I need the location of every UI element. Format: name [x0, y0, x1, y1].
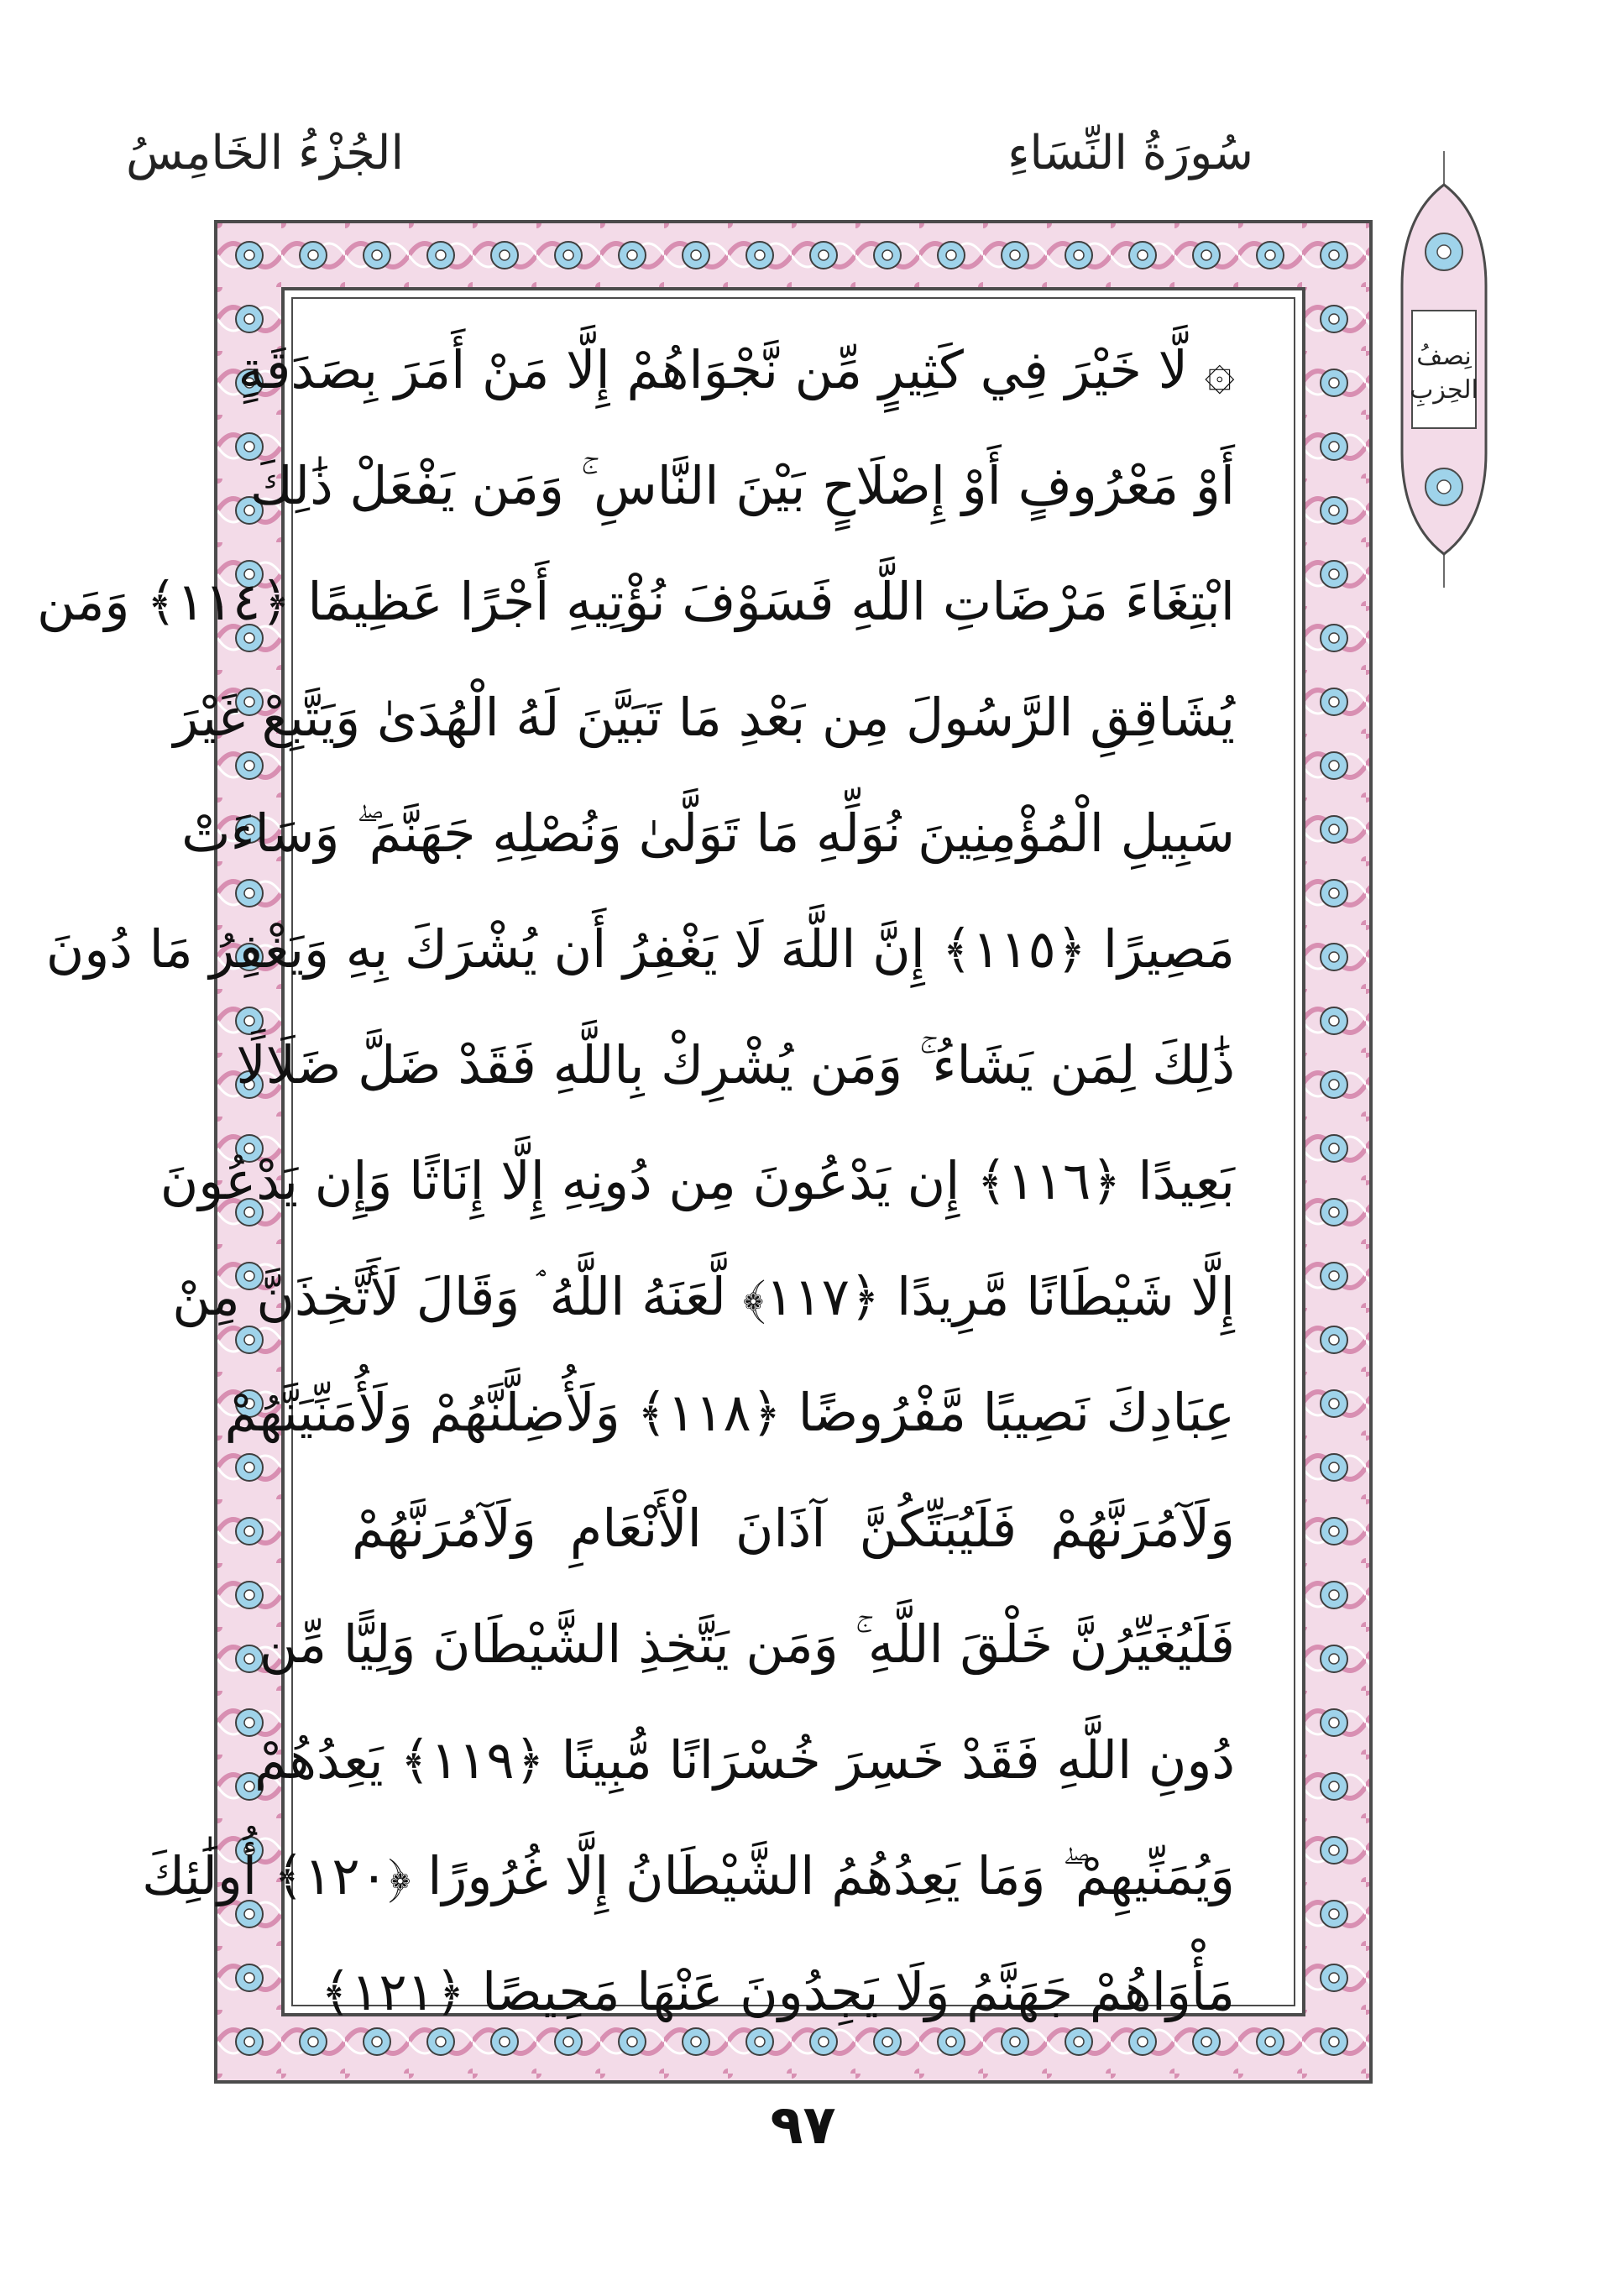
surah-name: سُورَةُ النِّسَاءِ — [1007, 126, 1253, 180]
verse-line: وَلَآمُرَنَّهُمْ فَلَيُبَتِّكُنَّ آذَانَ الْأَنْعَامِ وَلَآمُرَنَّهُمْ — [352, 1498, 1235, 1559]
verse-line: مَأْوَاهُمْ جَهَنَّمُ وَلَا يَجِدُونَ عَنْهَا مَحِيصًا ﴿١٢١﴾ — [320, 1961, 1235, 2022]
verse-line: ۞ لَّا خَيْرَ فِي كَثِيرٍ مِّن نَّجْوَاهُمْ إِلَّا مَنْ أَمَرَ بِصَدَقَةٍ — [238, 339, 1235, 400]
verse-line: يُشَاقِقِ الرَّسُولَ مِن بَعْدِ مَا تَبَيَّنَ لَهُ الْهُدَىٰ وَيَتَّبِعْ غَيْرَ — [173, 687, 1235, 748]
verse-block — [37, 324, 1235, 2022]
verse-line: بَعِيدًا ﴿١١٦﴾ إِن يَدْعُونَ مِن دُونِهِ إِلَّا إِنَاثًا وَإِن يَدْعُونَ — [160, 1150, 1235, 1211]
verse-line: فَلَيُغَيِّرُنَّ خَلْقَ اللَّهِ ۚ وَمَن يَتَّخِذِ الشَّيْطَانَ وَلِيًّا مِّن — [259, 1613, 1235, 1675]
hizb-label: نِصفُ الحِزبِ — [1410, 342, 1478, 405]
verse-line: عِبَادِكَ نَصِيبًا مَّفْرُوضًا ﴿١١٨﴾ وَلَأُضِلَّنَّهُمْ وَلَأُمَنِّيَنَّهُمْ — [224, 1382, 1235, 1443]
page-frame — [37, 220, 1373, 2084]
verse-line: ابْتِغَاءَ مَرْضَاتِ اللَّهِ فَسَوْفَ نُؤْتِيهِ أَجْرًا عَظِيمًا ﴿١١٤﴾ وَمَن — [37, 571, 1235, 632]
verse-line: سَبِيلِ الْمُؤْمِنِينَ نُوَلِّهِ مَا تَوَلَّىٰ وَنُصْلِهِ جَهَنَّمَ ۖ وَسَاءَتْ — [181, 803, 1235, 864]
text-panel — [37, 287, 1305, 2022]
verse-line: دُونِ اللَّهِ فَقَدْ خَسِرَ خُسْرَانًا مُّبِينًا ﴿١١٩﴾ يَعِدُهُمْ — [254, 1729, 1235, 1791]
page-number: ٩٧ — [770, 2095, 836, 2157]
verse-line: أَوْ مَعْرُوفٍ أَوْ إِصْلَاحٍ بَيْنَ النَّاسِ ۚ وَمَن يَفْعَلْ ذَٰلِكَ — [249, 455, 1235, 516]
verse-line: مَصِيرًا ﴿١١٥﴾ إِنَّ اللَّهَ لَا يَغْفِرُ أَن يُشْرَكَ بِهِ وَيَغْفِرُ مَا دُونَ — [45, 918, 1235, 980]
verse-line: وَيُمَنِّيهِمْ ۖ وَمَا يَعِدُهُمُ الشَّيْطَانُ إِلَّا غُرُورًا ﴿١٢٠﴾ أُولَٰئِكَ — [142, 1845, 1235, 1906]
hizb-marker — [1385, 151, 1503, 588]
verse-line: إِلَّا شَيْطَانًا مَّرِيدًا ﴿١١٧﴾ لَّعَنَهُ اللَّهُ ۘ وَقَالَ لَأَتَّخِذَنَّ مِنْ — [172, 1266, 1235, 1327]
juz-name: الجُزْءُ الخَامِسُ — [126, 126, 405, 180]
verse-line: ذَٰلِكَ لِمَن يَشَاءُ ۚ وَمَن يُشْرِكْ بِاللَّهِ فَقَدْ ضَلَّ ضَلَالًا — [236, 1034, 1235, 1096]
